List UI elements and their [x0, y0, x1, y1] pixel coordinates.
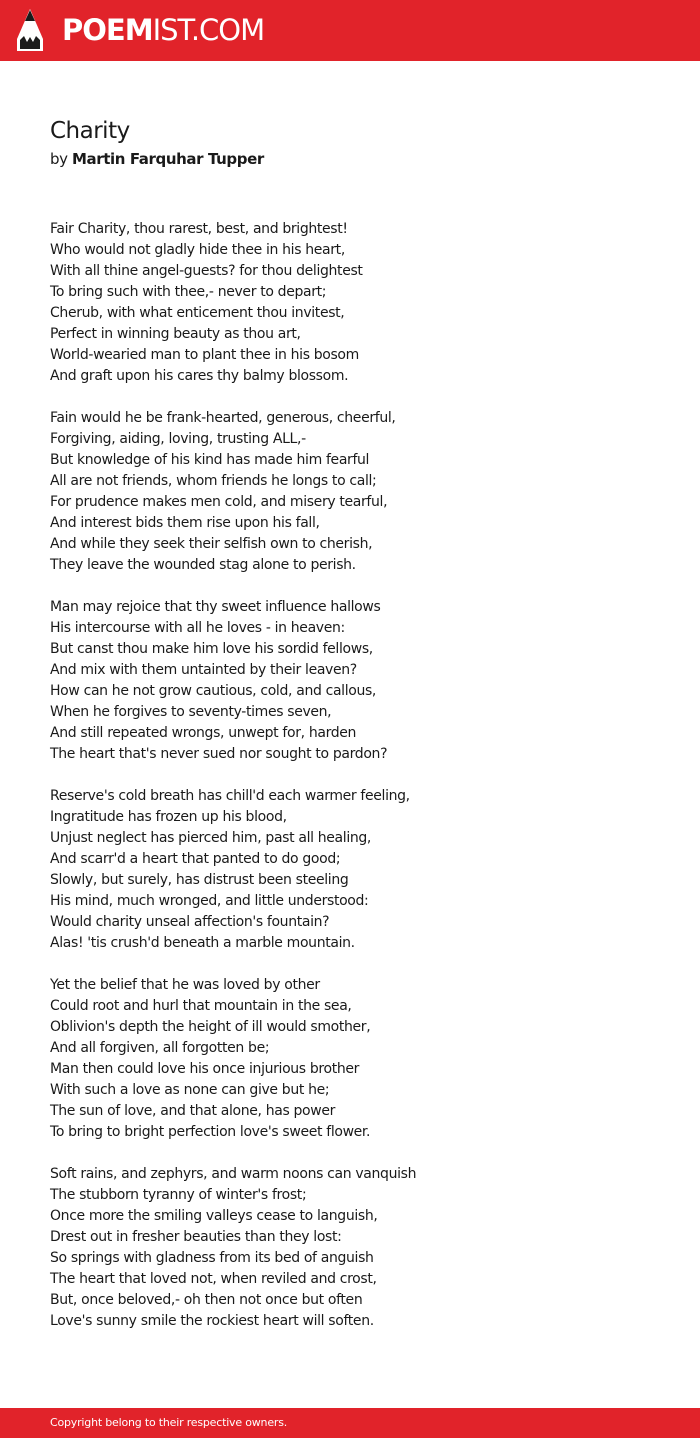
- poem-line: Reserve's cold breath has chill'd each warmer feeling,: [50, 788, 410, 804]
- poem-line: The sun of love, and that alone, has power: [50, 1103, 336, 1119]
- poem-line: And all forgiven, all forgotten be;: [50, 1040, 270, 1056]
- poem-line: And graft upon his cares thy balmy blossom.: [50, 368, 349, 384]
- poem-line: For prudence makes men cold, and misery tearful,: [50, 494, 388, 510]
- poem-line: The stubborn tyranny of winter's frost;: [50, 1187, 307, 1203]
- stanza: [50, 1164, 670, 1332]
- stanza: [50, 219, 670, 387]
- stanza: [50, 597, 670, 765]
- poem-line: And interest bids them rise upon his fall,: [50, 515, 320, 531]
- poem-line: Fain would he be frank-hearted, generous, cheerful,: [50, 410, 396, 426]
- stanza: [50, 408, 670, 576]
- poem-line: Would charity unseal affection's fountain?: [50, 914, 330, 930]
- poem-line: Forgiving, aiding, loving, trusting ALL,-: [50, 431, 306, 447]
- poem-line: But, once beloved,- oh then not once but often: [50, 1292, 363, 1308]
- poem-line: Drest out in fresher beauties than they lost:: [50, 1229, 342, 1245]
- poem-line: Fair Charity, thou rarest, best, and brightest!: [50, 221, 348, 237]
- poem-line: And mix with them untainted by their leaven?: [50, 662, 357, 678]
- poem-author[interactable]: Martin Farquhar Tupper: [71, 150, 264, 168]
- poem-byline: [50, 147, 670, 171]
- poem-line: All are not friends, whom friends he longs to call;: [50, 473, 377, 489]
- poem-line: Who would not gladly hide thee in his heart,: [50, 242, 345, 258]
- stanza: [50, 786, 670, 954]
- poem-line: Cherub, with what enticement thou invitest,: [50, 305, 345, 321]
- logo-bold-text: POEM: [62, 13, 153, 47]
- poem-line: Man then could love his once injurious brother: [50, 1061, 360, 1077]
- poem-line: Perfect in winning beauty as thou art,: [50, 326, 301, 342]
- poem-line: Yet the belief that he was loved by other: [50, 977, 320, 993]
- poem-content: [50, 115, 670, 1353]
- stanza: [50, 975, 670, 1143]
- poem-line: To bring to bright perfection love's sweet flower.: [50, 1124, 371, 1140]
- poem-line: And scarr'd a heart that panted to do good;: [50, 851, 341, 867]
- poem-line: Man may rejoice that thy sweet influence hallows: [50, 599, 381, 615]
- poem-line: They leave the wounded stag alone to perish.: [50, 557, 356, 573]
- site-logo[interactable]: [62, 13, 264, 47]
- poem-line: Unjust neglect has pierced him, past all healing,: [50, 830, 372, 846]
- poem-line: How can he not grow cautious, cold, and callous,: [50, 683, 377, 699]
- poem-line: The heart that loved not, when reviled and crost,: [50, 1271, 377, 1287]
- logo-light-text: IST.COM: [152, 13, 265, 47]
- poem-line: His mind, much wronged, and little understood:: [50, 893, 369, 909]
- site-footer: [0, 1408, 700, 1438]
- poem-title: Charity: [50, 118, 130, 144]
- poem-line: Once more the smiling valleys cease to languish,: [50, 1208, 378, 1224]
- poem-body: [50, 219, 670, 1332]
- pencil-logo-icon[interactable]: [17, 9, 43, 51]
- poem-line: Oblivion's depth the height of ill would smother,: [50, 1019, 371, 1035]
- poem-line: Could root and hurl that mountain in the sea,: [50, 998, 352, 1014]
- poem-line: Alas! 'tis crush'd beneath a marble mountain.: [50, 935, 355, 951]
- poem-line: And while they seek their selfish own to cherish,: [50, 536, 373, 552]
- by-label: by: [50, 150, 68, 168]
- poem-line: World-wearied man to plant thee in his bosom: [50, 347, 359, 363]
- poem-line: Love's sunny smile the rockiest heart will soften.: [50, 1313, 374, 1329]
- poem-line: His intercourse with all he loves - in heaven:: [50, 620, 345, 636]
- poem-line: Ingratitude has frozen up his blood,: [50, 809, 287, 825]
- poem-line: With all thine angel-guests? for thou delightest: [50, 263, 363, 279]
- poem-line: But knowledge of his kind has made him fearful: [50, 452, 370, 468]
- poem-line: To bring such with thee,- never to depart;: [50, 284, 327, 300]
- poem-line: But canst thou make him love his sordid fellows,: [50, 641, 373, 657]
- poem-line: So springs with gladness from its bed of anguish: [50, 1250, 374, 1266]
- poem-line: Soft rains, and zephyrs, and warm noons can vanquish: [50, 1166, 417, 1182]
- poem-line: The heart that's never sued nor sought to pardon?: [50, 746, 388, 762]
- copyright-text: Copyright belong to their respective owners.: [50, 1416, 288, 1429]
- poem-line: When he forgives to seventy-times seven,: [50, 704, 332, 720]
- poem-line: Slowly, but surely, has distrust been steeling: [50, 872, 349, 888]
- poem-line: With such a love as none can give but he;: [50, 1082, 330, 1098]
- site-header: [0, 0, 700, 61]
- poem-line: And still repeated wrongs, unwept for, harden: [50, 725, 357, 741]
